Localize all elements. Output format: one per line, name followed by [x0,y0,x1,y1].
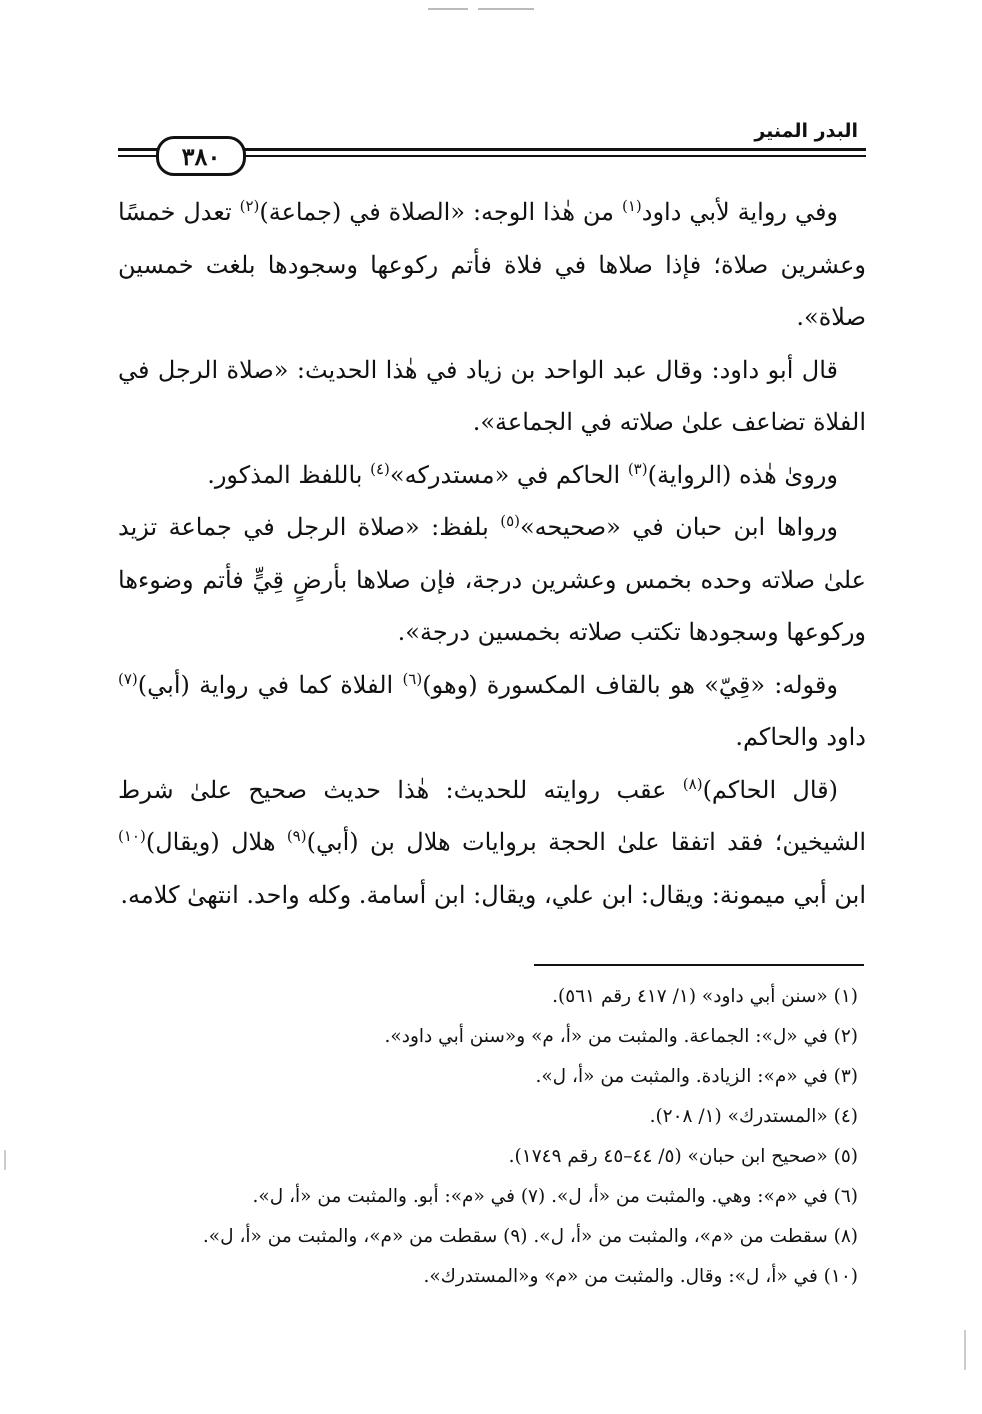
footnote: (١٠) في «أ، ل»: وقال. والمثبت من «م» و«المستدرك». [423,1266,858,1287]
paragraph: قال أبو داود: وقال عبد الواحد بن زياد في هٰذا الحديث: «صلاة الرجل في الفلاة تضاعف علىٰ صلاته في الجماعة». [118,355,866,436]
paragraph: وقوله: «قِيّ» هو بالقاف المكسورة (وهو)$^{(٦)}$ الفلاة كما في رواية (أبي)$^{(٧)}$ داود والحاكم. [118,669,866,751]
scan-mark [428,8,468,10]
scan-mark [964,1330,966,1370]
running-title: البدر المنير [754,120,858,142]
paragraph: (قال الحاكم)$^{(٨)}$ عقب روايته للحديث: هٰذا حديث صحيح علىٰ شرط الشيخين؛ فقد اتفقا علىٰ الحجة بروايات هلال بن (أبي)$^{(٩)}$ هلال (ويقال)$^{(١٠)}$ ابن أبي ميمونة: ويقال: ابن علي، ويقال: ابن أسامة. وكله واحد. انتهىٰ كلامه. [118,774,866,909]
page-header [118,110,866,180]
paragraph: وفي رواية لأبي داود$^{(١)}$ من هٰذا الوجه: «الصلاة في (جماعة)$^{(٢)}$ تعدل خمسًا وعشرين صلاة؛ فإذا صلاها في فلاة فأتم ركوعها وسجودها بلغت خمسين صلاة». [118,197,866,331]
footnote: (٣) في «م»: الزيادة. والمثبت من «أ، ل». [535,1066,858,1087]
footnote-separator [534,964,864,966]
main-text [118,186,866,921]
footnote: (٤) «المستدرك» (١/ ٢٠٨). [649,1106,858,1127]
footnote: (١) «سنن أبي داود» (١/ ٤١٧ رقم ٥٦١). [552,986,858,1007]
paragraph: ورواها ابن حبان في «صحيحه»$^{(٥)}$ بلفظ: «صلاة الرجل في جماعة تزيد علىٰ صلاته وحده بخمس وعشرين درجة، فإن صلاها بأرضٍ قِيٍّ فأتم وضوءها وركوعها وسجودها تكتب صلاته بخمسين درجة». [118,512,866,646]
footnote: (٨) سقطت من «م»، والمثبت من «أ، ل». (٩) سقطت من «م»، والمثبت من «أ، ل». [202,1226,858,1247]
footnote: (٢) في «ل»: الجماعة. والمثبت من «أ، م» و«سنن أبي داود». [384,1026,858,1047]
paragraph: ورویٰ هٰذه (الرواية)$^{(٣)}$ الحاكم في «مستدركه»$^{(٤)}$ باللفظ المذكور. [207,459,838,489]
page-number: ٣٨٠ [156,136,246,176]
footnote: (٥) «صحيح ابن حبان» (٥/ ٤٤–٤٥ رقم ١٧٤٩). [508,1146,858,1167]
footnotes [118,977,866,1297]
scan-mark [4,1150,6,1170]
scan-mark [478,8,534,10]
footnote: (٦) في «م»: وهي. والمثبت من «أ، ل». (٧) في «م»: أبو. والمثبت من «أ، ل». [252,1186,858,1207]
